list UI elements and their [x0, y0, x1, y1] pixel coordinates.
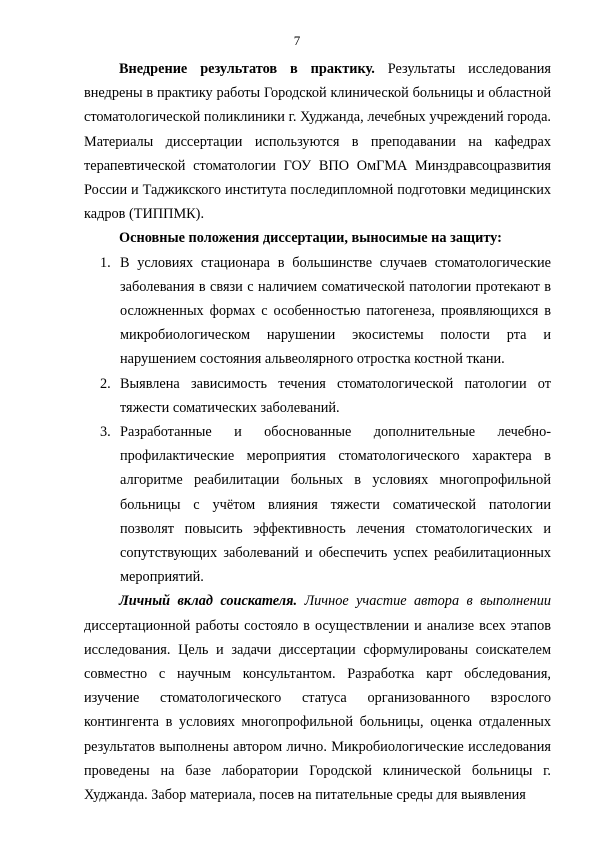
contribution-paragraph [84, 589, 551, 807]
thesis-text: Выявлена зависимость течения стоматологической патологии от тяжести соматических заболеваний. [120, 375, 551, 416]
thesis-number: 1. [100, 254, 111, 271]
document-body [84, 57, 551, 807]
page-number: 7 [293, 33, 301, 48]
contribution-heading: Личный вклад соискателя. [119, 593, 298, 610]
thesis-text: Разработанные и обоснованные дополнительные лечебно-профилактические мероприятия стоматологического характера в алгоритме реабилитации больных в условиях многопрофильной больницы с учётом влияния тяжести соматической патологии позволят повысить эффективность лечения стоматологических и сопутствующих заболеваний и обеспечить успех реабилитационных мероприятий. [120, 424, 551, 586]
theses-list [84, 251, 551, 590]
theses-heading: Основные положения диссертации, выносимые на защиту: [119, 230, 502, 247]
thesis-text: В условиях стационара в большинстве случаев стоматологические заболевания в связи с наличием соматической патологии протекают в осложненных формах с особенностью патогенеза, проявляющихся в микробиологическом нарушении экосистемы полости рта и нарушением состояния альвеолярного отростка костной ткани. [120, 254, 551, 368]
contribution-italic-text: Личное участие автора в выполнении [297, 593, 551, 610]
contribution-text: диссертационной работы состояло в осуществлении и анализе всех этапов исследования. Цель и задачи диссертации сформулированы соискателем совместно с научным консультантом. Разработка карт обследования, изучение стоматологического статуса организованного взрослого контингента в условиях многопрофильной больницы, оценка отдаленных результатов выполнены автором лично. Микробиологические исследования проведены на базе лаборатории Городской клинической больницы г. Худжанда. Забор материала, посев на питательные среды для выявления [84, 617, 551, 804]
thesis-number: 3. [100, 424, 111, 441]
thesis-item-2 [84, 372, 551, 420]
thesis-number: 2. [100, 375, 111, 392]
implementation-paragraph [84, 57, 551, 226]
thesis-item-3 [84, 420, 551, 589]
implementation-heading: Внедрение результатов в практику. [119, 61, 375, 77]
implementation-text: Результаты исследования внедрены в практику работы Городской клинической больницы и областной стоматологической поликлиники г. Худжанда, лечебных учреждений города. Материалы диссертации используются в преподавании на кафедрах терапевтической стоматологии ГОУ ВПО ОмГМА Минздравсоцразвития России и Таджикского института последипломной подготовки медицинских кадров (ТИППМК). [84, 61, 551, 223]
thesis-item-1 [84, 251, 551, 372]
